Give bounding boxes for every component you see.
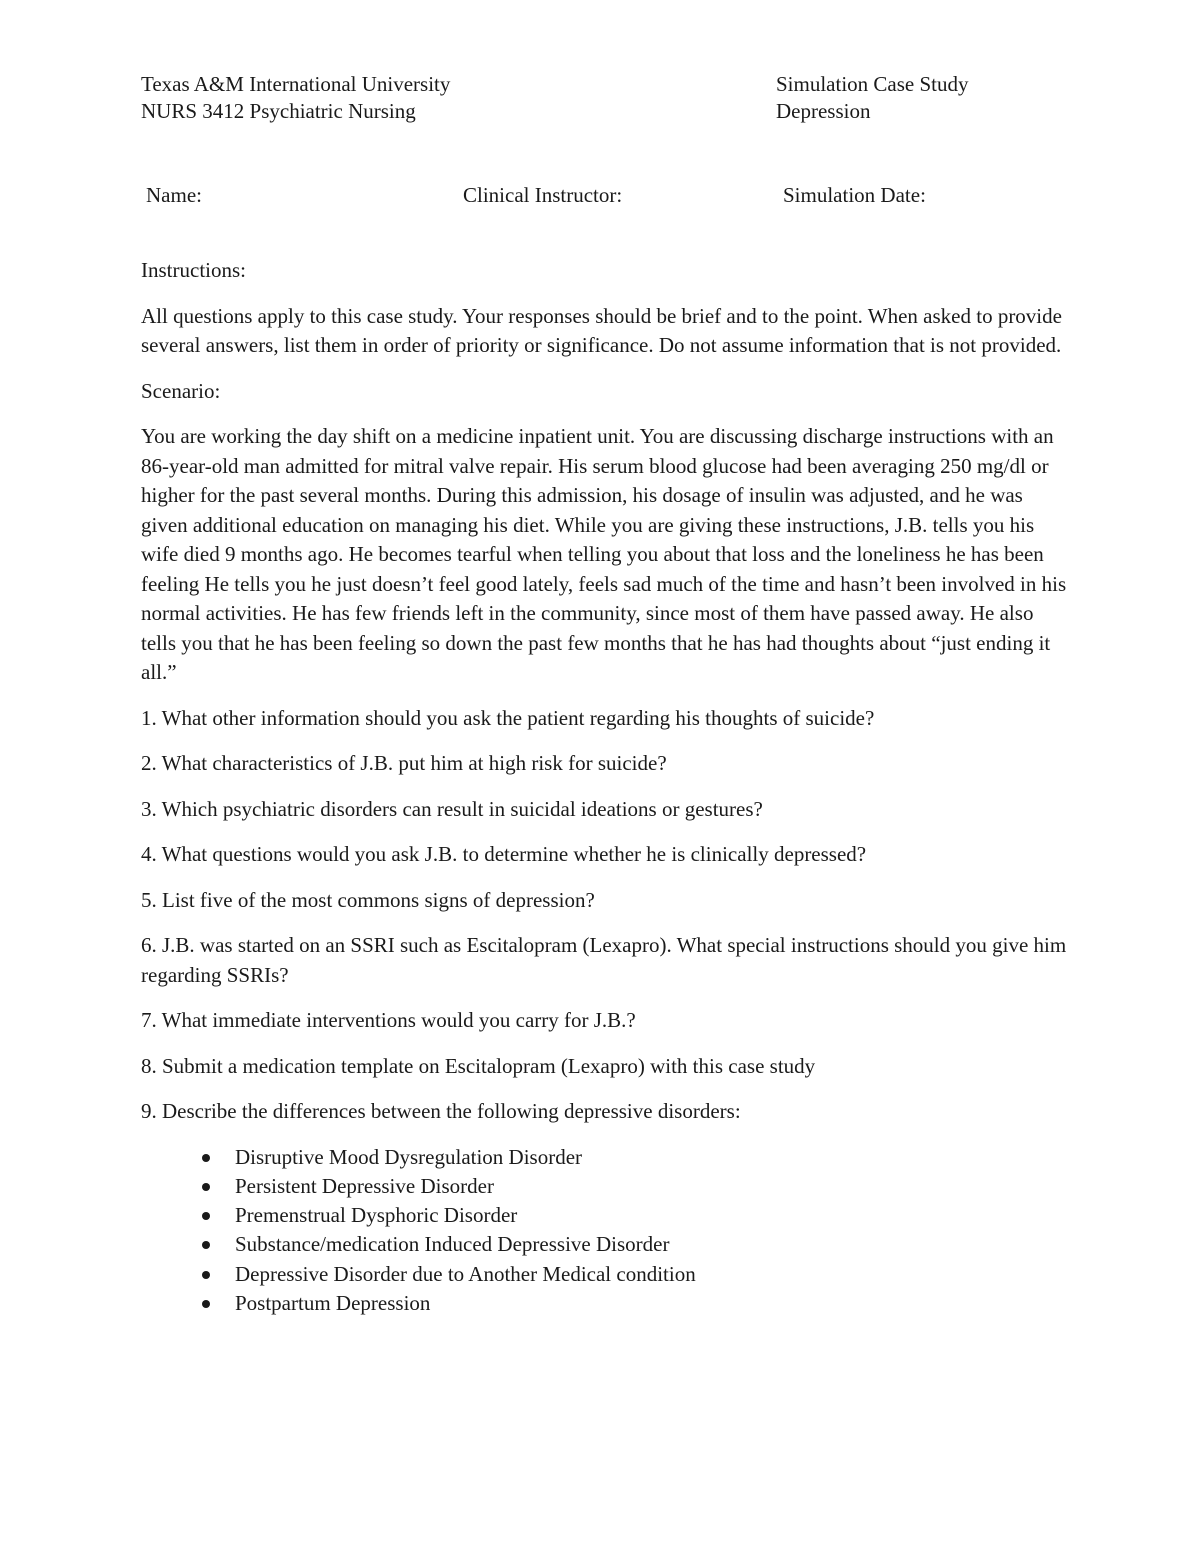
header-left <box>141 71 450 125</box>
disorder-bullet-list <box>141 1143 1071 1319</box>
clinical-instructor-field-label: Clinical Instructor: <box>463 183 623 207</box>
course-name: NURS 3412 Psychiatric Nursing <box>141 99 416 123</box>
document-body <box>141 256 1071 1318</box>
question-item: 5. List five of the most commons signs of depression? <box>141 887 595 912</box>
name-field-label: Name: <box>146 183 202 207</box>
bullet-icon <box>202 1212 210 1220</box>
disorder-name: Depressive Disorder due to Another Medical condition <box>235 1261 696 1286</box>
question-list <box>141 704 1071 1127</box>
document-type: Simulation Case Study <box>776 72 969 96</box>
list-item <box>141 1260 1071 1289</box>
instructions-text: All questions apply to this case study. Your responses should be brief and to the point. When asked to provide several answers, list them in order of priority or significance. Do not assume information that is not provided. <box>141 303 1062 357</box>
question-item: 2. What characteristics of J.B. put him at high risk for suicide? <box>141 751 667 775</box>
university-name: Texas A&M International University <box>141 72 451 96</box>
disorder-name: Postpartum Depression <box>235 1290 431 1315</box>
scenario-text: You are working the day shift on a medicine inpatient unit. You are discussing discharge instructions with an 86-year-old man admitted for mitral valve repair. His serum blood glucose had been averaging 250 mg/dl or higher for the past several months. During this admission, his dosage of insulin was adjusted, and he was given additional education on managing his diet. While you are giving these instructions, J.B. tells you his wife died 9 months ago. He becomes tearful when telling you about that loss and the loneliness he has been feeling He tells you he just doesn’t feel good lately, feels sad much of the time and hasn’t been involved in his normal activities. He has few friends left in the community, since most of them have passed away. He also tells you that he has been feeling so down the past few months that he has had thoughts about “just ending it all.” <box>141 424 1067 684</box>
question-item: 7. What immediate interventions would you carry for J.B.? <box>141 1008 636 1032</box>
question-item: 1. What other information should you ask the patient regarding his thoughts of suicide? <box>141 705 875 730</box>
bullet-icon <box>202 1271 210 1279</box>
case-topic: Depression <box>776 99 871 123</box>
question-item: 6. J.B. was started on an SSRI such as Escitalopram (Lexapro). What special instructions should you give him regarding SSRIs? <box>141 933 1067 987</box>
disorder-name: Persistent Depressive Disorder <box>235 1173 494 1198</box>
simulation-date-field-label: Simulation Date: <box>783 183 926 207</box>
disorder-name: Disruptive Mood Dysregulation Disorder <box>235 1144 583 1169</box>
question-item: 3. Which psychiatric disorders can result in suicidal ideations or gestures? <box>141 796 763 821</box>
bullet-icon <box>202 1300 210 1308</box>
question-item: 4. What questions would you ask J.B. to determine whether he is clinically depressed? <box>141 842 867 866</box>
question-item: 9. Describe the differences between the following depressive disorders: <box>141 1099 741 1123</box>
disorder-name: Premenstrual Dysphoric Disorder <box>235 1203 518 1228</box>
list-item <box>141 1201 1071 1230</box>
disorder-name: Substance/medication Induced Depressive Disorder <box>235 1232 670 1257</box>
header-right <box>776 71 969 125</box>
list-item <box>141 1172 1071 1201</box>
bullet-icon <box>202 1183 210 1191</box>
list-item <box>141 1143 1071 1172</box>
student-info-fields <box>0 181 1200 211</box>
bullet-icon <box>202 1241 210 1249</box>
list-item <box>141 1230 1071 1259</box>
instructions-heading: Instructions: <box>141 258 246 282</box>
list-item <box>141 1289 1071 1318</box>
bullet-icon <box>202 1154 210 1162</box>
question-item: 8. Submit a medication template on Escitalopram (Lexapro) with this case study <box>141 1053 816 1078</box>
scenario-heading: Scenario: <box>141 378 221 403</box>
